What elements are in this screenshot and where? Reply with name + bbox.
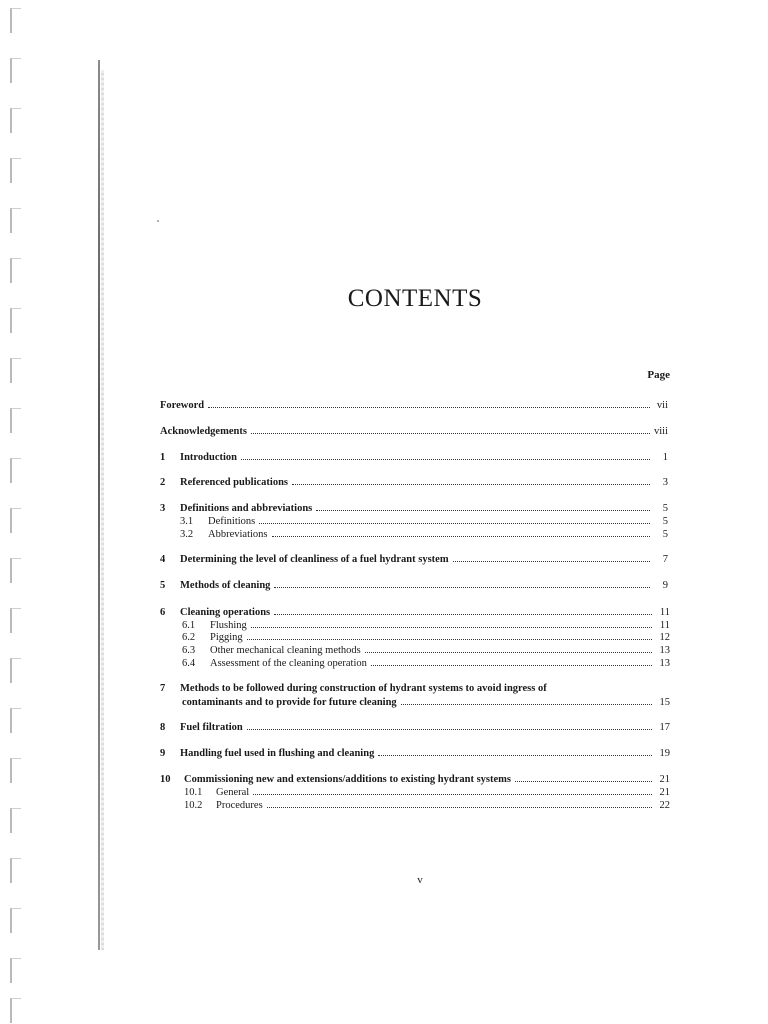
toc-entry-page: 5 bbox=[662, 529, 668, 540]
toc-entry-page: 21 bbox=[659, 787, 670, 798]
toc-entry-title: Abbreviations bbox=[208, 529, 268, 540]
toc-entry-number: 6.2 bbox=[182, 632, 196, 643]
page-number-footer: v bbox=[417, 874, 423, 886]
toc-entry-title: Definitions and abbreviations bbox=[180, 503, 313, 514]
toc-entry-number: 3.2 bbox=[180, 529, 194, 540]
edge-mark bbox=[10, 608, 21, 633]
toc-entry-page: 19 bbox=[659, 748, 670, 759]
leader-dots bbox=[241, 450, 650, 460]
leader-dots bbox=[378, 746, 652, 756]
edge-mark bbox=[10, 508, 21, 533]
leader-dots bbox=[274, 605, 652, 615]
edge-mark bbox=[10, 558, 21, 583]
toc-entry-title: Referenced publications bbox=[180, 477, 289, 488]
toc-entry-title: Introduction bbox=[180, 452, 237, 463]
edge-mark bbox=[10, 458, 21, 483]
leader-dots bbox=[247, 720, 652, 730]
leader-dots bbox=[515, 772, 652, 782]
page-column-label: Page bbox=[647, 369, 670, 381]
edge-mark bbox=[10, 158, 21, 183]
leader-dots bbox=[267, 798, 652, 808]
toc-entry-3-1 bbox=[180, 514, 668, 528]
scan-speck bbox=[157, 220, 159, 222]
toc-entry-title: Flushing bbox=[210, 620, 247, 631]
toc-entry-5 bbox=[160, 578, 668, 592]
toc-entry-title: Determining the level of cleanliness of a fuel hydrant system bbox=[180, 554, 449, 565]
leader-dots bbox=[251, 618, 652, 628]
toc-entry-number: 6.1 bbox=[182, 620, 196, 631]
edge-mark bbox=[10, 258, 21, 283]
toc-entry-page: 22 bbox=[659, 800, 670, 811]
toc-entry-title: General bbox=[216, 787, 250, 798]
edge-mark bbox=[10, 708, 21, 733]
toc-entry-title: Methods to be followed during construction of hydrant systems to avoid ingress of bbox=[180, 683, 547, 694]
edge-mark bbox=[10, 8, 21, 33]
binding-spine-shadow bbox=[101, 70, 104, 950]
leader-dots bbox=[208, 398, 650, 408]
edge-mark bbox=[10, 958, 21, 983]
binding-edge-marks bbox=[0, 0, 30, 1024]
toc-entry-number: 5 bbox=[160, 580, 166, 591]
toc-entry-number: 6.4 bbox=[182, 658, 196, 669]
toc-entry-7-line2 bbox=[182, 695, 670, 709]
toc-entry-title: Other mechanical cleaning methods bbox=[210, 645, 361, 656]
leader-dots bbox=[259, 514, 650, 524]
leader-dots bbox=[316, 501, 650, 511]
edge-mark bbox=[10, 758, 21, 783]
edge-mark bbox=[10, 908, 21, 933]
toc-entry-page: 15 bbox=[659, 697, 670, 708]
toc-entry-1 bbox=[160, 450, 668, 464]
leader-dots bbox=[247, 630, 652, 640]
toc-entry-3-2 bbox=[180, 527, 668, 541]
toc-entry-10-2 bbox=[184, 798, 670, 812]
toc-entry-number: 10.1 bbox=[184, 787, 203, 798]
page-title: CONTENTS bbox=[347, 285, 483, 312]
edge-mark bbox=[10, 208, 21, 233]
toc-entry-acknowledgements bbox=[160, 424, 668, 438]
toc-entry-number: 8 bbox=[160, 722, 166, 733]
toc-entry-title: Cleaning operations bbox=[180, 607, 271, 618]
toc-entry-title: Fuel filtration bbox=[180, 722, 243, 733]
leader-dots bbox=[253, 785, 652, 795]
toc-entry-title: Methods of cleaning bbox=[180, 580, 271, 591]
toc-entry-3 bbox=[160, 501, 668, 515]
toc-entry-page: 12 bbox=[659, 632, 670, 643]
toc-entry-number: 3 bbox=[160, 503, 166, 514]
leader-dots bbox=[292, 475, 650, 485]
toc-entry-4 bbox=[160, 552, 668, 566]
toc-entry-page: 7 bbox=[662, 554, 668, 565]
leader-dots bbox=[365, 643, 652, 653]
edge-mark bbox=[10, 58, 21, 83]
toc-entry-title: Pigging bbox=[210, 632, 243, 643]
toc-entry-number: 10 bbox=[160, 774, 171, 785]
toc-entry-number: 10.2 bbox=[184, 800, 203, 811]
toc-entry-6 bbox=[160, 605, 670, 619]
leader-dots bbox=[251, 424, 650, 434]
toc-entry-2 bbox=[160, 475, 668, 489]
toc-entry-number: 3.1 bbox=[180, 516, 194, 527]
toc-entry-title: contaminants and to provide for future cleaning bbox=[182, 697, 397, 708]
toc-entry-10 bbox=[160, 772, 670, 786]
toc-entry-page: 13 bbox=[659, 645, 670, 656]
toc-entry-number: 2 bbox=[160, 477, 166, 488]
toc-entry-title: Foreword bbox=[160, 400, 205, 411]
edge-mark bbox=[10, 408, 21, 433]
toc-entry-number: 9 bbox=[160, 748, 166, 759]
edge-mark bbox=[10, 658, 21, 683]
toc-entry-6-2 bbox=[182, 630, 670, 644]
toc-entry-page: 11 bbox=[659, 620, 670, 631]
toc-entry-7-line1 bbox=[160, 682, 668, 695]
toc-entry-9 bbox=[160, 746, 670, 760]
toc-entry-title: Definitions bbox=[208, 516, 256, 527]
toc-entry-page: 11 bbox=[659, 607, 670, 618]
toc-entry-10-1 bbox=[184, 785, 670, 799]
edge-mark bbox=[10, 808, 21, 833]
edge-mark bbox=[10, 998, 21, 1023]
toc-entry-title: Handling fuel used in flushing and cleaning bbox=[180, 748, 375, 759]
toc-entry-foreword bbox=[160, 398, 668, 412]
leader-dots bbox=[453, 552, 650, 562]
toc-entry-title: Assessment of the cleaning operation bbox=[210, 658, 367, 669]
toc-entry-title: Procedures bbox=[216, 800, 263, 811]
leader-dots bbox=[401, 695, 652, 705]
toc-entry-title: Commissioning new and extensions/additions to existing hydrant systems bbox=[184, 774, 512, 785]
leader-dots bbox=[272, 527, 651, 537]
toc-entry-number: 4 bbox=[160, 554, 166, 565]
edge-mark bbox=[10, 108, 21, 133]
toc-entry-6-3 bbox=[182, 643, 670, 657]
toc-entry-page: viii bbox=[653, 426, 668, 437]
toc-entry-6-4 bbox=[182, 656, 670, 670]
toc-entry-page: 1 bbox=[662, 452, 668, 463]
toc-entry-number: 1 bbox=[160, 452, 166, 463]
toc-entry-page: 5 bbox=[662, 503, 668, 514]
toc-entry-title: Acknowledgements bbox=[160, 426, 247, 437]
toc-entry-number: 7 bbox=[160, 683, 166, 694]
toc-entry-8 bbox=[160, 720, 670, 734]
toc-entry-page: 5 bbox=[662, 516, 668, 527]
toc-entry-page: 13 bbox=[659, 658, 670, 669]
toc-entry-number: 6 bbox=[160, 607, 166, 618]
toc-entry-page: 21 bbox=[659, 774, 670, 785]
toc-entry-number: 6.3 bbox=[182, 645, 196, 656]
toc-entry-page: vii bbox=[656, 400, 668, 411]
toc-entry-page: 17 bbox=[659, 722, 670, 733]
toc-entry-page: 3 bbox=[662, 477, 668, 488]
toc-entry-page: 9 bbox=[662, 580, 668, 591]
binding-spine bbox=[98, 60, 100, 950]
leader-dots bbox=[274, 578, 650, 588]
leader-dots bbox=[371, 656, 652, 666]
